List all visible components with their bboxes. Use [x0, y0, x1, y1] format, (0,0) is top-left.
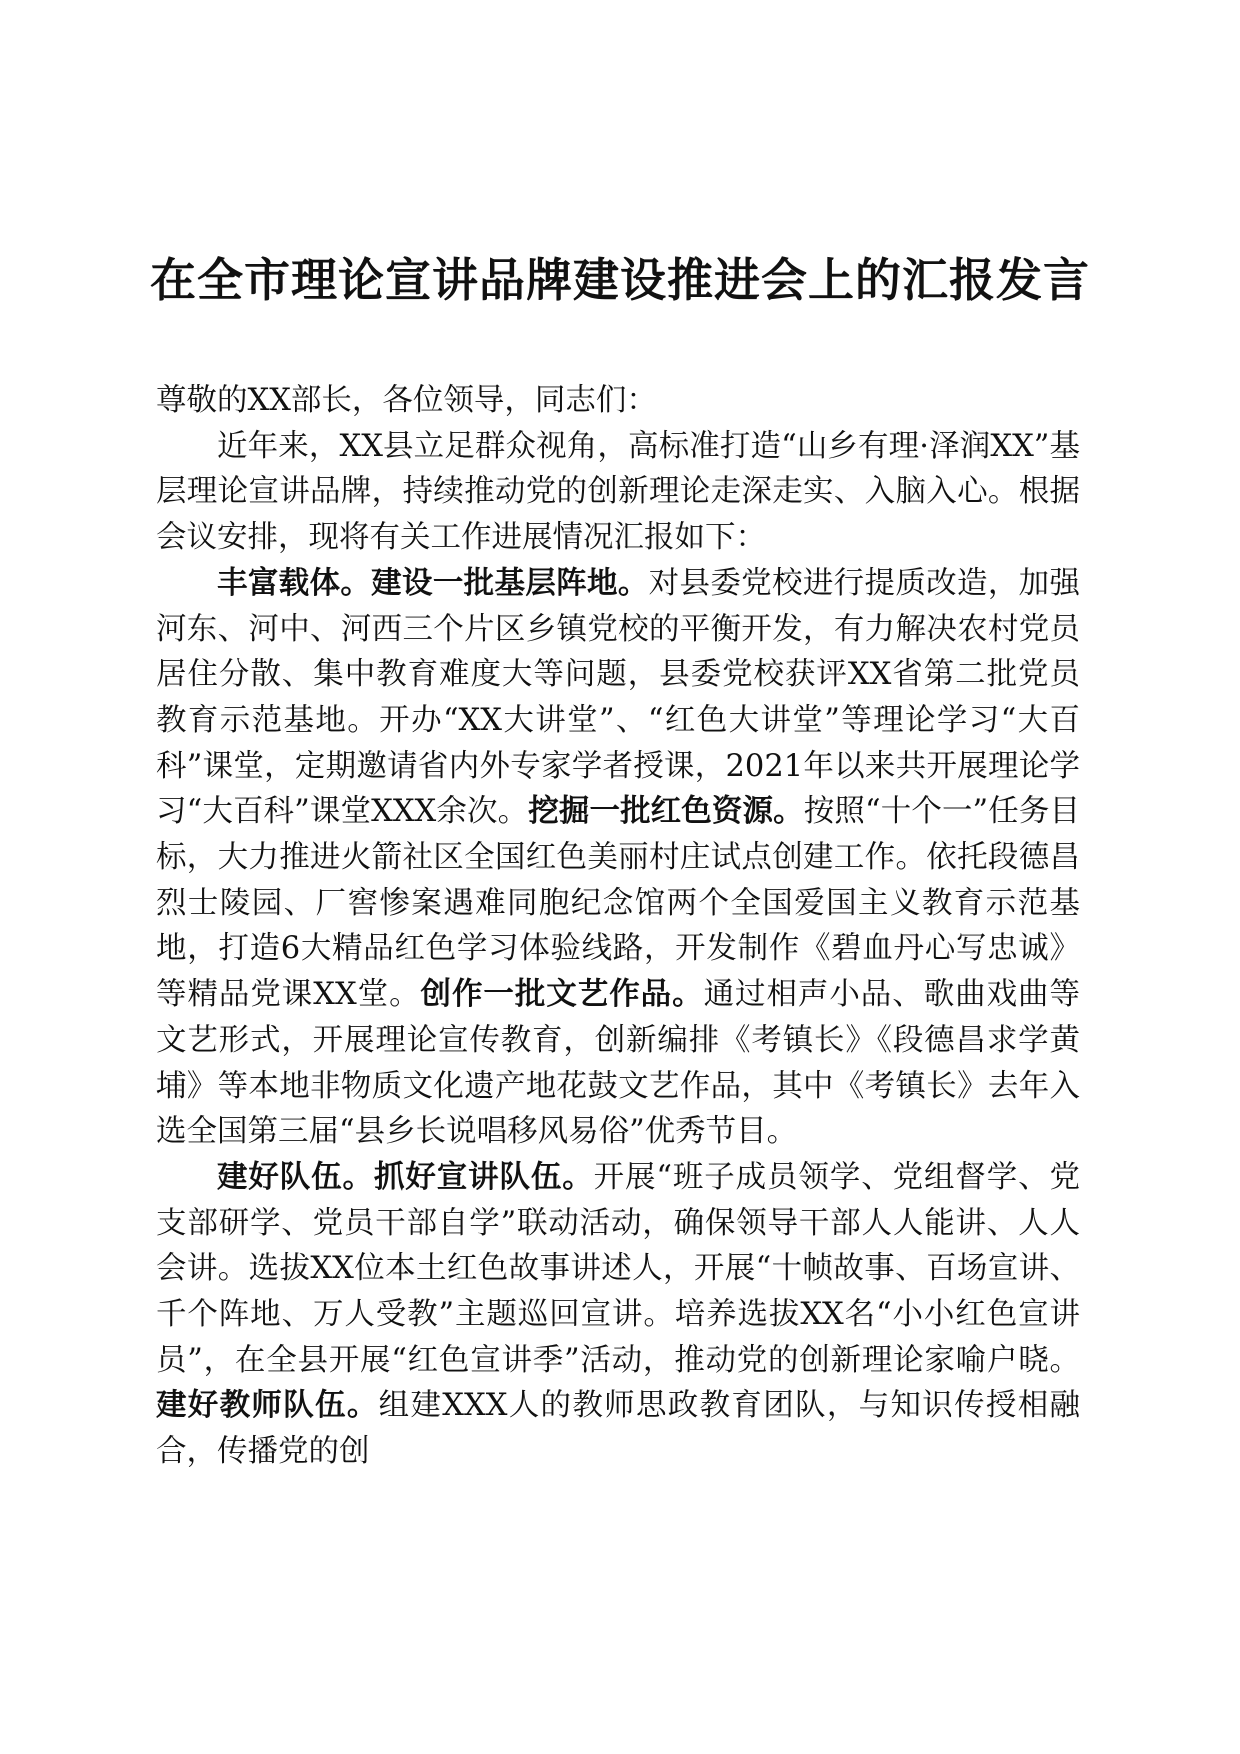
section-carriers-paragraph: [156, 561, 1080, 1155]
section-heading-carriers: 丰富载体。: [217, 564, 372, 601]
subheading-art-works: 创作一批文艺作品。: [420, 976, 704, 1013]
document-title: 在全市理论宣讲品牌建设推进会上的汇报发言: [150, 253, 1090, 307]
subheading-teacher-team: 建好教师队伍。: [156, 1387, 379, 1424]
document-body: [156, 378, 1080, 1475]
section-heading-teams: 建好队伍。: [217, 1158, 374, 1195]
subheading-grassroots-positions: 建设一批基层阵地。: [371, 564, 649, 601]
intro-paragraph: 近年来，XX县立足群众视角，高标准打造“山乡有理·泽润XX”基层理论宣讲品牌，持续推动党的创新理论走深走实、入脑入心。根据会议安排，现将有关工作进展情况汇报如下：: [156, 428, 1080, 556]
salutation: 尊敬的XX部长，各位领导，同志们：: [156, 383, 657, 418]
subheading-red-resources: 挖掘一批红色资源。: [528, 793, 804, 830]
text-red-resources: 按照“十个一”任务目标，大力推进火箭社区全国红色美丽村庄试点创建工作。依托段德昌烈士陵园、厂窖惨案遇难同胞纪念馆两个全国爱国主义教育示范基地，打造6大精品红色学习体验线路，开发制作《碧血丹心写忠诚》等精品党课XX堂。: [156, 794, 1080, 1013]
subheading-lecture-team: 抓好宣讲队伍。: [373, 1158, 594, 1195]
text-lecture-team: 开展“班子成员领学、党组督学、党支部研学、党员干部自学”联动活动，确保领导干部人人能讲、人人会讲。选拔XX位本土红色故事讲述人，开展“十帧故事、百场宣讲、千个阵地、万人受教”主题巡回宣讲。培养选拔XX名“小小红色宣讲员”，在全县开展“红色宣讲季”活动，推动党的创新理论家喻户晓。: [156, 1159, 1081, 1378]
section-teams-paragraph: [156, 1155, 1080, 1475]
text-teacher-team: 组建XXX人的教师思政教育团队，与知识传授相融合，传播党的创: [156, 1388, 1081, 1470]
text-grassroots-positions: 对县委党校进行提质改造，加强河东、河中、河西三个片区乡镇党校的平衡开发，有力解决农村党员居住分散、集中教育难度大等问题，县委党校获评XX省第二批党员教育示范基地。开办“XX大讲堂”、“红色大讲堂”等理论学习“大百科”课堂，定期邀请省内外专家学者授课，2021年以来共开展理论学习“大百科”课堂XXX余次。: [156, 565, 1081, 830]
text-art-works: 通过相声小品、歌曲戏曲等文艺形式，开展理论宣传教育，创新编排《考镇长》《段德昌求学黄埔》等本地非物质文化遗产地花鼓文艺作品，其中《考镇长》去年入选全国第三届“县乡长说唱移风易俗”优秀节目。: [156, 977, 1080, 1150]
